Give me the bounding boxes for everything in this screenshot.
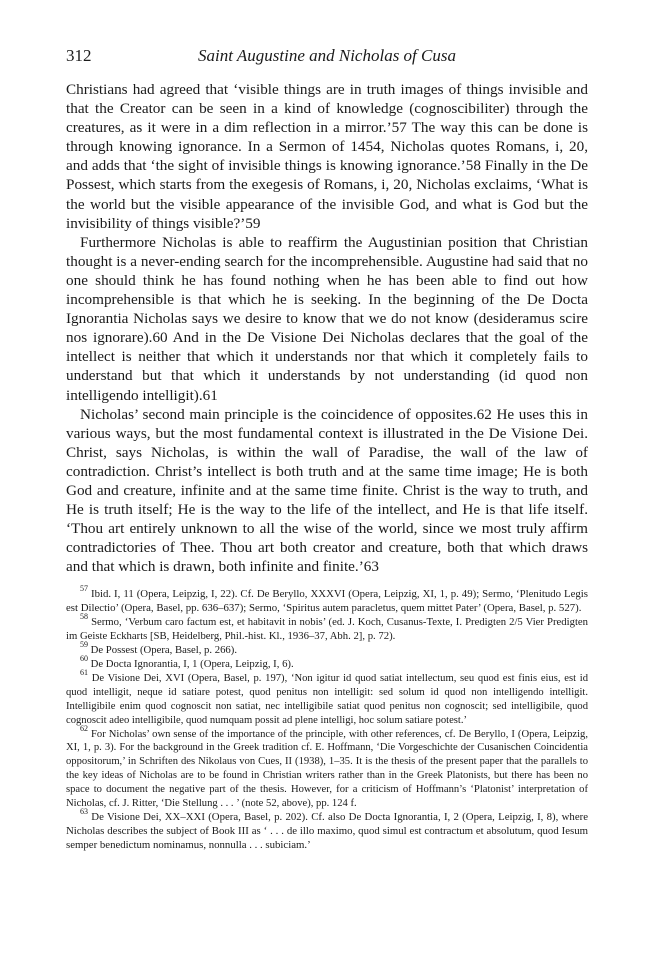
body-paragraph: Furthermore Nicholas is able to reaffirm the Augustinian position that Christian thought is a never-ending search for the incomprehensible. Augustine had said that no one should think he has found nothing when he has been able to find out how incomprehensible is that which he is seeking. In the beginning of the De Docta Ignorantia Nicholas says we desire to know that we do not know (desideramus scire nos ignorare).60 And in the De Visione Dei Nicholas declares that the goal of the intellect is neither that which it understands nor that which it completely fails to understand but that which it understands by not understanding (id quod non intelligendo intelligit).61 — [66, 233, 588, 404]
body-text — [66, 80, 588, 576]
footnote-marker: 63 — [80, 806, 88, 816]
footnote-text: De Docta Ignorantia, I, 1 (Opera, Leipzig, I, 6). — [90, 657, 294, 670]
book-page — [66, 46, 588, 853]
footnote — [66, 640, 588, 658]
footnote — [66, 667, 588, 728]
running-title: Saint Augustine and Nicholas of Cusa — [197, 46, 456, 65]
footnote — [66, 612, 588, 644]
footnote — [66, 723, 588, 811]
footnote-marker: 59 — [80, 640, 88, 650]
footnote-marker: 58 — [80, 612, 88, 622]
footnote-marker: 61 — [80, 667, 88, 677]
footnote-text: De Visione Dei, XX–XXI (Opera, Basel, p. 202). Cf. also De Docta Ignorantia, I, 2 (Opera, Leipzig, I, 8), where Nicholas describes the subject of Book III as ‘ . . . de illo maximo, quod simul est contractum et absolutum, quod Iesum semper benedictum nominamus, nonnulla . . . subiciam.’ — [66, 810, 588, 851]
page-number: 312 — [66, 46, 92, 65]
body-paragraph: Christians had agreed that ‘visible things are in truth images of things invisible and that the Creator can be seen in a kind of knowledge (cognoscibiliter) through the creatures, as it were in a dim reflection in a mirror.’57 The way this can be done is through knowing ignorance. In a Sermon of 1454, Nicholas quotes Romans, i, 20, and adds that ‘the sight of invisible things is knowing ignorance.’58 Finally in the De Possest, which starts from the exegesis of Romans, i, 20, Nicholas exclaims, ‘What is the world but the visible appearance of the invisible God, and what is God but the invisibility of things visible?’59 — [66, 81, 588, 232]
footnote-text: Ibid. I, 11 (Opera, Leipzig, I, 22). Cf. De Beryllo, XXXVI (Opera, Leipzig, XI, 1, p. 49); Sermo, ‘Plenitudo Legis est Dilectio’ (Opera, Basel, pp. 636–637); Sermo, ‘Spiritus autem paracletus, quem mittet Pater’ (Opera, Basel, p. 527). — [66, 588, 588, 615]
footnote — [66, 653, 588, 672]
page-header — [66, 46, 588, 70]
body-paragraph: Nicholas’ second main principle is the coincidence of opposites.62 He uses this in various ways, but the most fundamental context is illustrated in the De Visione Dei. Christ, says Nicholas, is within the wall of Paradise, the wall of the law of contradiction. Christ’s intellect is both truth and at the same time image; He is both God and creature, infinite and at the same time finite. Christ is the way to truth, and He is truth itself; He is the way to the life of the intellect, and He is that life itself. ‘Thou art entirely unknown to all the wise of the world, since we most truly affirm contradictories of Thee. Thou art both creator and creature, both that which draws and that which is drawn, both infinite and finite.’63 — [66, 405, 588, 576]
footnote-text: De Possest (Opera, Basel, p. 266). — [90, 644, 238, 657]
footnotes — [66, 584, 588, 852]
footnote-marker: 62 — [80, 723, 88, 733]
footnote — [66, 806, 588, 853]
footnote-text: De Visione Dei, XVI (Opera, Basel, p. 197), ‘Non igitur id quod satiat intellectum, seu quod est finis eius, est id quod intelligit, neque id satiare potest, quod penitus non intelligit: sed solum id quod non intelligendo intelligit. Intelligibile enim quod cognoscit non satiat, nec intelligibile satiat quod penitus non cognoscit; sed intelligibile, quod cognoscit adeo intelligibile, quod numquam possit ad plene intelligi, hoc solum satiare potest.’ — [66, 672, 588, 726]
footnote — [66, 584, 588, 616]
footnote-marker: 60 — [80, 653, 88, 663]
footnote-marker: 57 — [80, 584, 88, 594]
footnote-text: Sermo, ‘Verbum caro factum est, et habitavit in nobis’ (ed. J. Koch, Cusanus-Texte, I. Predigten 2/5 Vier Predigten im Geiste Eckharts [SB, Heidelberg, Phil.-hist. Kl., 1936–37, Abh. 2], p. 72). — [66, 616, 588, 643]
footnote-text: For Nicholas’ own sense of the importance of the principle, with other references, cf. De Beryllo, I (Opera, Leipzig, XI, 1, p. 3). For the background in the Greek tradition cf. E. Hoffmann, ‘Die Vorgeschichte der Cusanischen Coincidentia oppositorum,’ in Schriften des Nikolaus von Cues, II (1938), 1–35. It is the thesis of the present paper that the parallels to the key ideas of Nicholas are to be found in Christian writers rather than in the Greek Platonists, but there has been no space to document the negative part of the thesis. However, for a criticism of Hoffmann’s ‘Platonist’ interpretation of Nicholas, cf. J. Ritter, ‘Die Stellung . . . ’ (note 52, above), pp. 124 f. — [66, 728, 588, 810]
